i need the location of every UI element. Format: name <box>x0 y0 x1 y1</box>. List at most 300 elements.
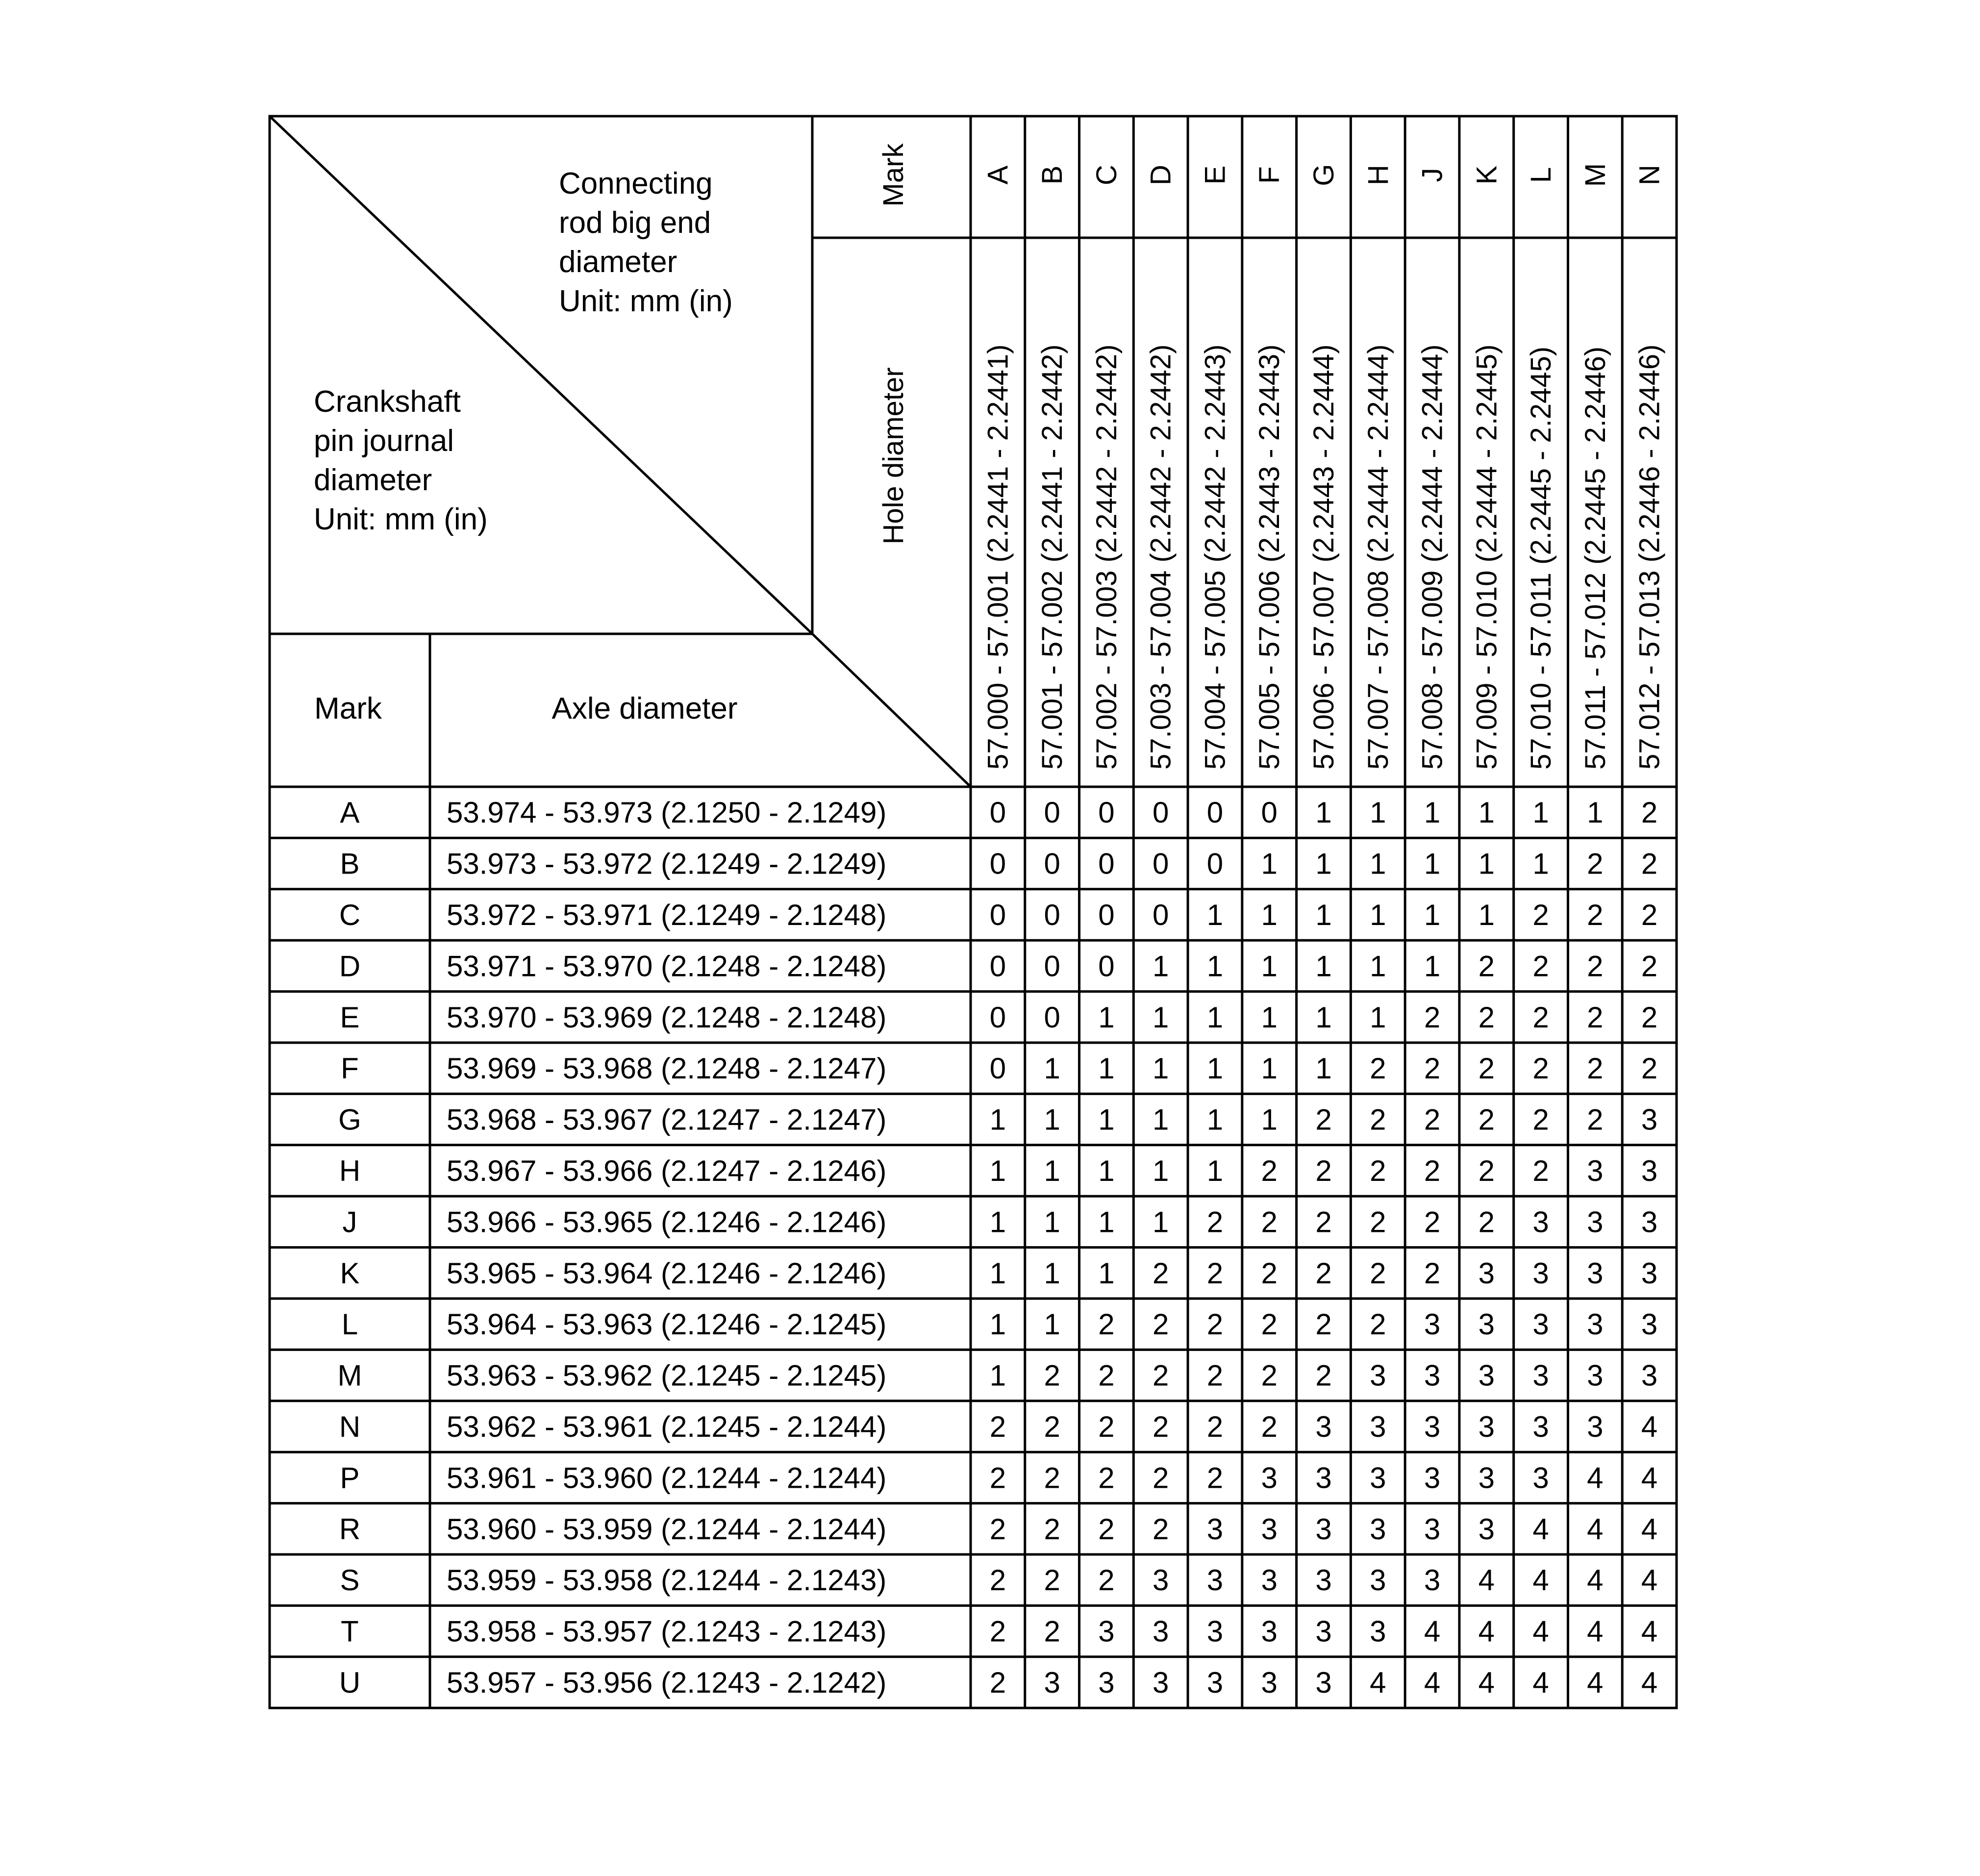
connecting-rod-label-line-3: diameter <box>559 245 677 279</box>
grade-cell: 1 <box>1478 847 1495 880</box>
grade-cell: 1 <box>1315 1001 1332 1034</box>
row-axle-diameter: 53.962 - 53.961 (2.1245 - 2.1244) <box>447 1410 887 1443</box>
grade-cell: 1 <box>1587 796 1604 829</box>
grade-cell: 2 <box>1044 1512 1060 1546</box>
grade-cell: 2 <box>989 1666 1006 1699</box>
column-hole-diameter: 57.008 - 57.009 (2.2444 - 2.2444) <box>1416 344 1449 770</box>
grade-cell: 2 <box>1098 1308 1115 1341</box>
crankshaft-label-line-4: Unit: mm (in) <box>314 502 488 536</box>
grade-cell: 3 <box>1370 1359 1386 1392</box>
grade-cell: 1 <box>989 1205 1006 1239</box>
grade-cell: 2 <box>1315 1103 1332 1136</box>
grade-cell: 2 <box>1261 1256 1278 1290</box>
grade-cell: 1 <box>1153 1103 1169 1136</box>
connecting-rod-label-line-1: Connecting <box>559 167 713 200</box>
grade-cell: 3 <box>1478 1461 1495 1495</box>
row-mark: M <box>337 1359 362 1392</box>
grade-cell: 1 <box>1478 796 1495 829</box>
column-hole-diameter: 57.006 - 57.007 (2.2443 - 2.2444) <box>1308 344 1340 770</box>
column-hole-diameter: 57.002 - 57.003 (2.2442 - 2.2442) <box>1090 344 1123 770</box>
column-mark: G <box>1308 164 1340 186</box>
row-mark: E <box>340 1001 360 1034</box>
column-hole-diameter: 57.009 - 57.010 (2.2444 - 2.2445) <box>1471 344 1503 770</box>
grade-cell: 3 <box>1532 1256 1549 1290</box>
grade-cell: 0 <box>989 796 1006 829</box>
grade-cell: 3 <box>1424 1359 1441 1392</box>
grade-cell: 2 <box>1641 796 1658 829</box>
grade-cell: 4 <box>1587 1666 1604 1699</box>
grade-cell: 1 <box>1098 1052 1115 1085</box>
grade-cell: 2 <box>1370 1256 1386 1290</box>
row-mark: S <box>340 1564 360 1597</box>
column-mark: E <box>1199 165 1231 185</box>
column-hole-diameter: 57.005 - 57.006 (2.2443 - 2.2443) <box>1253 344 1286 770</box>
grade-cell: 1 <box>1424 950 1441 983</box>
grade-cell: 3 <box>1370 1461 1386 1495</box>
row-axle-diameter: 53.963 - 53.962 (2.1245 - 2.1245) <box>447 1359 887 1392</box>
grade-cell: 2 <box>1206 1359 1224 1392</box>
grade-cell: 0 <box>1098 899 1115 931</box>
connecting-rod-label-line-2: rod big end <box>559 206 711 240</box>
row-axle-diameter: 53.973 - 53.972 (2.1249 - 2.1249) <box>447 847 887 880</box>
row-axle-diameter: 53.966 - 53.965 (2.1246 - 2.1246) <box>447 1205 887 1239</box>
grade-cell: 2 <box>1315 1359 1332 1392</box>
grade-cell: 3 <box>1370 1615 1386 1648</box>
column-hole-diameter: 57.003 - 57.004 (2.2442 - 2.2442) <box>1145 344 1177 770</box>
grade-cell: 1 <box>1153 1205 1169 1239</box>
grade-cell: 4 <box>1532 1615 1549 1648</box>
grade-cell: 2 <box>1370 1052 1386 1085</box>
grade-cell: 4 <box>1641 1461 1658 1495</box>
grade-cell: 2 <box>1478 1103 1495 1136</box>
column-hole-diameter: 57.004 - 57.005 (2.2442 - 2.2443) <box>1199 344 1231 770</box>
grade-cell: 1 <box>1478 899 1495 931</box>
grade-cell: 1 <box>1532 847 1549 880</box>
grade-cell: 3 <box>1587 1308 1604 1341</box>
grade-cell: 2 <box>1532 1052 1549 1085</box>
grade-cell: 2 <box>1315 1256 1332 1290</box>
grade-cell: 2 <box>1153 1461 1169 1495</box>
grade-cell: 2 <box>989 1615 1006 1648</box>
grade-cell: 2 <box>1153 1359 1169 1392</box>
row-mark-header: Mark <box>314 692 382 725</box>
row-mark: B <box>340 847 360 880</box>
corner-header <box>314 143 909 725</box>
grade-cell: 3 <box>1478 1359 1495 1392</box>
grade-cell: 1 <box>1315 1052 1332 1085</box>
grade-cell: 2 <box>1153 1256 1169 1290</box>
column-mark: A <box>982 165 1014 185</box>
row-axle-diameter: 53.969 - 53.968 (2.1248 - 2.1247) <box>447 1052 887 1085</box>
grade-cell: 0 <box>1153 796 1169 829</box>
grade-cell: 2 <box>989 1461 1006 1495</box>
grade-cell: 3 <box>1315 1666 1332 1699</box>
grade-cell: 3 <box>1587 1256 1604 1290</box>
row-axle-diameter: 53.957 - 53.956 (2.1243 - 2.1242) <box>447 1666 887 1699</box>
grade-cell: 4 <box>1641 1615 1658 1648</box>
grade-cell: 2 <box>1206 1461 1224 1495</box>
row-axle-diameter: 53.968 - 53.967 (2.1247 - 2.1247) <box>447 1103 887 1136</box>
grade-cell: 2 <box>1370 1205 1386 1239</box>
grade-cell: 3 <box>1641 1256 1658 1290</box>
grade-cell: 2 <box>989 1564 1006 1597</box>
grade-cell: 1 <box>1261 1103 1278 1136</box>
grade-cell: 3 <box>1587 1359 1604 1392</box>
grade-cell: 3 <box>1261 1461 1278 1495</box>
row-mark: J <box>342 1205 357 1239</box>
grade-cell: 3 <box>1424 1512 1441 1546</box>
grade-cell: 4 <box>1424 1666 1441 1699</box>
column-hole-diameter: 57.010 - 57.011 (2.2445 - 2.2445) <box>1525 346 1557 770</box>
grade-cell: 1 <box>1153 1001 1169 1034</box>
grade-cell: 1 <box>1532 796 1549 829</box>
grade-cell: 3 <box>1370 1410 1386 1443</box>
grade-cell: 1 <box>1206 1154 1224 1187</box>
grade-cell: 1 <box>1044 1256 1060 1290</box>
grade-cell: 4 <box>1478 1564 1495 1597</box>
row-mark: A <box>340 796 360 829</box>
grade-cell: 2 <box>1587 1103 1604 1136</box>
row-mark: K <box>340 1256 360 1290</box>
column-headers <box>982 163 1665 770</box>
row-axle-diameter: 53.967 - 53.966 (2.1247 - 2.1246) <box>447 1154 887 1187</box>
grade-cell: 2 <box>1424 1256 1441 1290</box>
row-axle-diameter: 53.972 - 53.971 (2.1249 - 2.1248) <box>447 899 887 931</box>
grade-cell: 3 <box>1261 1564 1278 1597</box>
grade-cell: 2 <box>1206 1410 1224 1443</box>
grade-cell: 2 <box>1044 1615 1060 1648</box>
row-mark: L <box>341 1308 358 1341</box>
grade-cell: 2 <box>1587 1001 1604 1034</box>
grade-cell: 1 <box>1044 1103 1060 1136</box>
row-mark: F <box>341 1052 359 1085</box>
grade-cell: 1 <box>1044 1154 1060 1187</box>
grade-cell: 3 <box>1315 1512 1332 1546</box>
grade-cell: 3 <box>1153 1615 1169 1648</box>
crankshaft-label-line-2: pin journal <box>314 424 454 458</box>
row-axle-diameter: 53.964 - 53.963 (2.1246 - 2.1245) <box>447 1308 887 1341</box>
grade-cell: 1 <box>1370 899 1386 931</box>
grade-cell: 2 <box>1532 1001 1549 1034</box>
grade-cell: 3 <box>1315 1410 1332 1443</box>
grade-cell: 3 <box>1206 1615 1224 1648</box>
grade-cell: 4 <box>1424 1615 1441 1648</box>
grade-cell: 2 <box>1370 1103 1386 1136</box>
grade-cell: 0 <box>989 847 1006 880</box>
grade-cell: 2 <box>989 1410 1006 1443</box>
grade-cell: 1 <box>989 1103 1006 1136</box>
grade-cell: 3 <box>1261 1615 1278 1648</box>
grade-cell: 2 <box>1261 1308 1278 1341</box>
grade-cell: 4 <box>1641 1666 1658 1699</box>
grade-cell: 2 <box>1261 1154 1278 1187</box>
grade-cell: 2 <box>1641 1052 1658 1085</box>
row-mark: D <box>339 950 361 983</box>
grade-cell: 3 <box>1641 1359 1658 1392</box>
row-axle-diameter: 53.971 - 53.970 (2.1248 - 2.1248) <box>447 950 887 983</box>
row-mark: C <box>339 899 361 931</box>
grade-cell: 3 <box>1261 1512 1278 1546</box>
grade-cell: 2 <box>1478 1052 1495 1085</box>
grade-cell: 2 <box>1587 847 1604 880</box>
grade-cell: 3 <box>1424 1564 1441 1597</box>
grade-cell: 3 <box>1532 1461 1549 1495</box>
grade-cell: 2 <box>1315 1154 1332 1187</box>
grade-cell: 1 <box>1370 1001 1386 1034</box>
grade-cell: 4 <box>1370 1666 1386 1699</box>
crankshaft-label-line-3: diameter <box>314 463 432 497</box>
grade-cell: 4 <box>1587 1512 1604 1546</box>
grade-cell: 0 <box>1098 950 1115 983</box>
grade-cell: 2 <box>1424 1001 1441 1034</box>
grade-cell: 2 <box>1641 899 1658 931</box>
grade-cell: 1 <box>1424 796 1441 829</box>
grade-cell: 3 <box>1315 1461 1332 1495</box>
column-mark: J <box>1416 168 1449 182</box>
grade-cell: 3 <box>1370 1512 1386 1546</box>
grade-cell: 3 <box>1153 1564 1169 1597</box>
column-mark: H <box>1362 165 1394 185</box>
grade-cell: 2 <box>1424 1052 1441 1085</box>
grade-cell: 2 <box>1206 1205 1224 1239</box>
grade-cell: 1 <box>1315 899 1332 931</box>
grade-cell: 2 <box>1641 847 1658 880</box>
grade-cell: 2 <box>1532 950 1549 983</box>
grade-cell: 1 <box>1098 1256 1115 1290</box>
grade-cell: 3 <box>1587 1410 1604 1443</box>
grade-cell: 0 <box>1261 796 1278 829</box>
grade-cell: 2 <box>1206 1308 1224 1341</box>
column-mark: L <box>1525 167 1557 183</box>
grade-cell: 2 <box>1098 1410 1115 1443</box>
grade-cell: 2 <box>1098 1359 1115 1392</box>
grade-cell: 3 <box>1261 1666 1278 1699</box>
grade-cell: 3 <box>1044 1666 1060 1699</box>
column-mark: C <box>1090 165 1123 185</box>
grade-cell: 1 <box>989 1359 1006 1392</box>
grade-cell: 2 <box>1424 1205 1441 1239</box>
grade-cell: 4 <box>1641 1512 1658 1546</box>
row-axle-diameter: 53.970 - 53.969 (2.1248 - 2.1248) <box>447 1001 887 1034</box>
grade-cell: 1 <box>1206 1001 1224 1034</box>
grade-cell: 0 <box>1044 899 1060 931</box>
grade-cell: 1 <box>1261 1052 1278 1085</box>
grade-cell: 3 <box>1641 1308 1658 1341</box>
grade-cell: 3 <box>1641 1205 1658 1239</box>
grade-cell: 1 <box>1153 1154 1169 1187</box>
grade-cell: 1 <box>1261 950 1278 983</box>
grade-cell: 1 <box>1261 1001 1278 1034</box>
grade-cell: 2 <box>1424 1103 1441 1136</box>
column-mark: M <box>1579 163 1611 187</box>
grade-cell: 1 <box>1044 1205 1060 1239</box>
grade-cell: 3 <box>1315 1564 1332 1597</box>
row-axle-diameter: 53.958 - 53.957 (2.1243 - 2.1243) <box>447 1615 887 1648</box>
grade-cell: 4 <box>1478 1615 1495 1648</box>
grade-cell: 2 <box>1370 1154 1386 1187</box>
grade-cell: 2 <box>1261 1410 1278 1443</box>
grade-cell: 0 <box>989 1001 1006 1034</box>
grade-cell: 3 <box>1424 1308 1441 1341</box>
row-axle-diameter: 53.959 - 53.958 (2.1244 - 2.1243) <box>447 1564 887 1597</box>
grade-cell: 1 <box>1044 1308 1060 1341</box>
grade-cell: 2 <box>1478 950 1495 983</box>
grade-cell: 3 <box>1532 1410 1549 1443</box>
grade-cell: 2 <box>1098 1564 1115 1597</box>
grade-cell: 2 <box>1532 899 1549 931</box>
grade-cell: 2 <box>1587 899 1604 931</box>
grade-cell: 1 <box>1206 1103 1224 1136</box>
grade-cell: 1 <box>989 1308 1006 1341</box>
grade-cell: 1 <box>1261 899 1278 931</box>
grade-cell: 1 <box>1044 1052 1060 1085</box>
grade-cell: 0 <box>989 950 1006 983</box>
grade-cell: 2 <box>1532 1103 1549 1136</box>
grade-cell: 2 <box>1587 950 1604 983</box>
grade-cell: 2 <box>1153 1308 1169 1341</box>
grade-cell: 1 <box>1153 1052 1169 1085</box>
grade-cell: 3 <box>1532 1205 1549 1239</box>
grade-cell: 0 <box>1098 847 1115 880</box>
column-hole-diameter: 57.012 - 57.013 (2.2446 - 2.2446) <box>1633 344 1666 770</box>
grade-cell: 4 <box>1587 1461 1604 1495</box>
row-axle-diameter: 53.960 - 53.959 (2.1244 - 2.1244) <box>447 1512 887 1546</box>
grade-cell: 3 <box>1424 1461 1441 1495</box>
grade-cell: 4 <box>1478 1666 1495 1699</box>
grade-cell: 1 <box>1098 1103 1115 1136</box>
row-mark: N <box>339 1410 361 1443</box>
row-mark: G <box>338 1103 361 1136</box>
grade-cell: 3 <box>1153 1666 1169 1699</box>
grade-cell: 2 <box>1424 1154 1441 1187</box>
grade-cell: 2 <box>1370 1308 1386 1341</box>
grade-cell: 4 <box>1587 1564 1604 1597</box>
grade-cell: 2 <box>1315 1308 1332 1341</box>
grade-cell: 1 <box>1424 847 1441 880</box>
grade-cell: 2 <box>1641 1001 1658 1034</box>
axle-diameter-header: Axle diameter <box>551 692 738 725</box>
column-hole-diameter: 57.000 - 57.001 (2.2441 - 2.2441) <box>982 344 1014 770</box>
grade-cell: 1 <box>1315 847 1332 880</box>
row-mark: P <box>340 1461 360 1495</box>
grade-cell: 2 <box>1478 1001 1495 1034</box>
grade-cell: 4 <box>1532 1564 1549 1597</box>
grade-cell: 1 <box>1206 899 1224 931</box>
grade-cell: 3 <box>1098 1666 1115 1699</box>
grade-cell: 4 <box>1587 1615 1604 1648</box>
grade-cell: 1 <box>1370 847 1386 880</box>
grade-cell: 2 <box>1478 1154 1495 1187</box>
grade-cell: 1 <box>1370 950 1386 983</box>
grade-cell: 1 <box>1261 847 1278 880</box>
grade-cell: 3 <box>1206 1666 1224 1699</box>
grade-cell: 3 <box>1478 1256 1495 1290</box>
grade-cell: 0 <box>1098 796 1115 829</box>
grade-cell: 2 <box>1261 1359 1278 1392</box>
grade-cell: 3 <box>1478 1512 1495 1546</box>
grade-cell: 0 <box>1206 847 1224 880</box>
connecting-rod-label-line-4: Unit: mm (in) <box>559 284 733 318</box>
grade-cell: 0 <box>1044 796 1060 829</box>
grade-cell: 0 <box>1153 899 1169 931</box>
grade-cell: 3 <box>1424 1410 1441 1443</box>
grade-cell: 2 <box>1315 1205 1332 1239</box>
crankshaft-label-line-1: Crankshaft <box>314 385 461 419</box>
grade-cell: 3 <box>1641 1154 1658 1187</box>
grade-cell: 1 <box>1315 950 1332 983</box>
grade-cell: 0 <box>1206 796 1224 829</box>
column-hole-diameter: 57.007 - 57.008 (2.2444 - 2.2444) <box>1362 344 1394 770</box>
grade-cell: 2 <box>1044 1564 1060 1597</box>
grade-cell: 3 <box>1641 1103 1658 1136</box>
grade-cell: 4 <box>1641 1564 1658 1597</box>
grade-cell: 2 <box>1153 1512 1169 1546</box>
grade-cell: 2 <box>1044 1359 1060 1392</box>
grade-cell: 3 <box>1206 1512 1224 1546</box>
grade-cell: 0 <box>1044 950 1060 983</box>
grade-cell: 2 <box>1098 1512 1115 1546</box>
row-mark: R <box>339 1512 361 1546</box>
column-hole-diameter: 57.011 - 57.012 (2.2445 - 2.2446) <box>1579 346 1611 770</box>
grade-cell: 2 <box>1587 1052 1604 1085</box>
grade-cell: 3 <box>1587 1205 1604 1239</box>
grade-cell: 2 <box>1044 1461 1060 1495</box>
corner-diagonal-lower <box>812 634 971 787</box>
grade-cell: 3 <box>1587 1154 1604 1187</box>
grade-cell: 3 <box>1206 1564 1224 1597</box>
grade-cell: 3 <box>1370 1564 1386 1597</box>
grade-cell: 3 <box>1532 1308 1549 1341</box>
hole-diameter-header: Hole diameter <box>877 367 909 545</box>
grade-cell: 1 <box>1098 1205 1115 1239</box>
grade-cell: 1 <box>1098 1001 1115 1034</box>
column-mark: B <box>1036 165 1069 185</box>
grade-cell: 2 <box>1206 1256 1224 1290</box>
grade-cell: 1 <box>1206 1052 1224 1085</box>
column-mark: N <box>1633 165 1666 185</box>
row-axle-diameter: 53.974 - 53.973 (2.1250 - 2.1249) <box>447 796 887 829</box>
grade-cell: 1 <box>1315 796 1332 829</box>
grade-cell: 2 <box>1044 1410 1060 1443</box>
grade-cell: 3 <box>1532 1359 1549 1392</box>
grade-cell: 2 <box>1153 1410 1169 1443</box>
column-mark: K <box>1471 165 1503 185</box>
row-axle-diameter: 53.965 - 53.964 (2.1246 - 2.1246) <box>447 1256 887 1290</box>
grade-cell: 1 <box>1370 796 1386 829</box>
grade-cell: 0 <box>989 899 1006 931</box>
column-hole-diameter: 57.001 - 57.002 (2.2441 - 2.2442) <box>1036 344 1069 770</box>
grade-cell: 1 <box>1206 950 1224 983</box>
grade-cell: 4 <box>1641 1410 1658 1443</box>
column-mark-header: Mark <box>877 143 909 207</box>
grade-cell: 1 <box>1098 1154 1115 1187</box>
grade-cell: 0 <box>1153 847 1169 880</box>
row-mark: U <box>339 1666 361 1699</box>
grade-cell: 3 <box>1315 1615 1332 1648</box>
grade-cell: 4 <box>1532 1666 1549 1699</box>
grade-cell: 2 <box>1478 1205 1495 1239</box>
corner-diagonal-upper <box>270 116 812 634</box>
row-axle-diameter: 53.961 - 53.960 (2.1244 - 2.1244) <box>447 1461 887 1495</box>
grade-cell: 2 <box>1532 1154 1549 1187</box>
column-mark: D <box>1145 165 1177 185</box>
grade-cell: 1 <box>1424 899 1441 931</box>
grade-cell: 1 <box>989 1256 1006 1290</box>
grade-cell: 1 <box>989 1154 1006 1187</box>
grade-cell: 2 <box>1098 1461 1115 1495</box>
grade-cell: 4 <box>1532 1512 1549 1546</box>
grade-cell: 2 <box>989 1512 1006 1546</box>
